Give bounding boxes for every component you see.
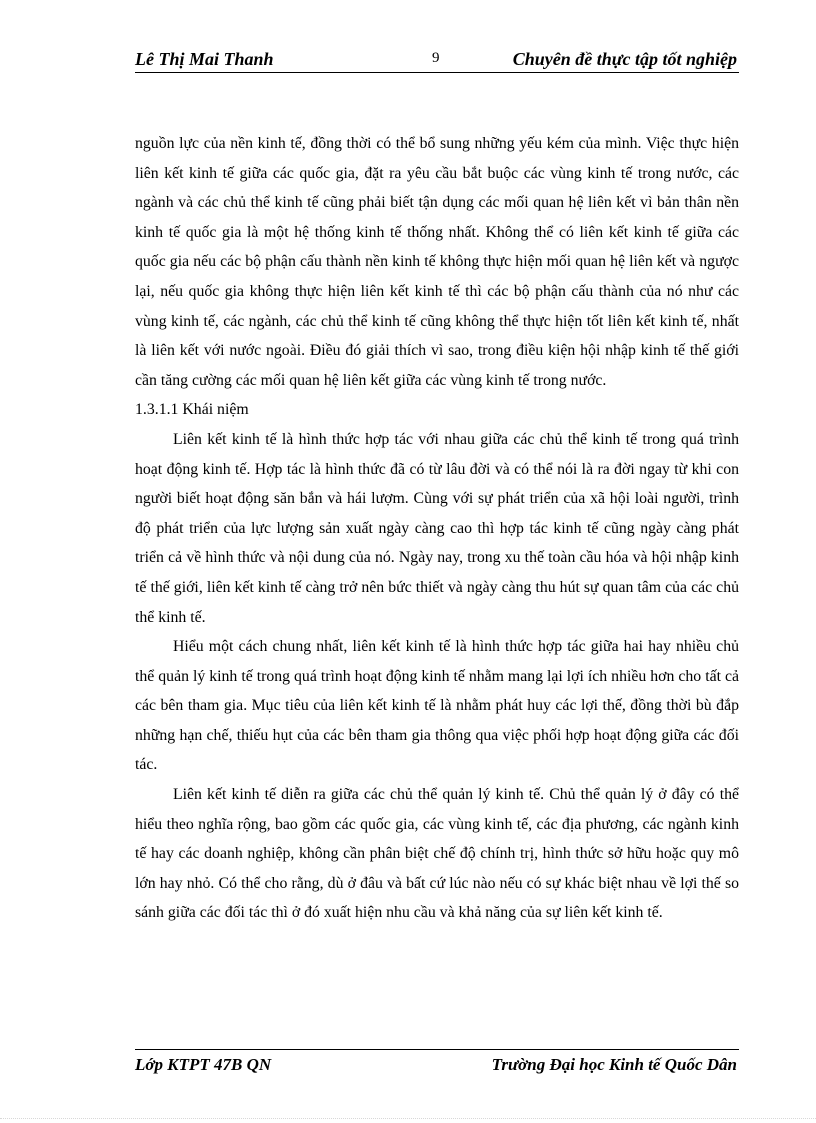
header-subject: Chuyên đề thực tập tốt nghiệp [512, 49, 737, 69]
footer-class: Lớp KTPT 47B QN [135, 1055, 272, 1074]
footer-school: Trường Đại học Kinh tế Quốc Dân [491, 1055, 737, 1074]
paragraph-subjects: Liên kết kinh tế diễn ra giữa các chủ thể quản lý kinh tế. Chủ thể quản lý ở đây có thể hiểu theo nghĩa rộng, bao gồm các quốc gia, các vùng kinh tế, các địa phương, các ngành kinh tế hay các doanh nghiệp, không cần phân biệt chế độ chính trị, hình thức sở hữu hoặc quy mô lớn hay nhỏ. Có thể cho rằng, dù ở đâu và bất cứ lúc nào nếu có sự khác biệt nhau về lợi thế so sánh giữa các đối tác thì ở đó xuất hiện nhu cầu và khả năng của sự liên kết kinh tế. [135, 786, 739, 922]
paragraph-definition: Liên kết kinh tế là hình thức hợp tác với nhau giữa các chủ thể kinh tế trong quá trình hoạt động kinh tế. Hợp tác là hình thức đã có từ lâu đời và có thể nói là ra đời ngay từ khi con người biết hoạt động săn bắn và hái lượm. Cùng với sự phát triển của xã hội loài người, trình độ phát triển của lực lượng sản xuất ngày càng cao thì hợp tác kinh tế cũng ngày càng phát triển cả về hình thức và nội dung của nó. Ngày nay, trong xu thế toàn cầu hóa và hội nhập kinh tế thế giới, liên kết kinh tế càng trở nên bức thiết và ngày càng thu hút sự quan tâm của các chủ thể kinh tế. [135, 430, 739, 626]
page-edge-divider [0, 1118, 816, 1119]
section-heading: 1.3.1.1 Khái niệm [135, 401, 249, 419]
paragraph-continuation: nguồn lực của nền kinh tế, đồng thời có thể bổ sung những yếu kém của mình. Việc thực hiện liên kết kinh tế giữa các quốc gia, đặt ra yêu cầu bắt buộc các vùng kinh tế trong nước, các ngành và các chủ thể kinh tế cũng phải biết tận dụng các mối quan hệ liên kết vì bản thân nền kinh tế quốc gia là một hệ thống kinh tế thống nhất. Không thể có liên kết kinh tế giữa các quốc gia nếu các bộ phận cấu thành nền kinh tế không thực hiện mối quan hệ liên kết và ngược lại, nếu quốc gia không thực hiện liên kết kinh tế thì các bộ phận cấu thành của nó như các vùng kinh tế, các ngành, các chủ thể kinh tế cũng không thể thực hiện tốt liên kết kinh tế, nhất là liên kết với nước ngoài. Điều đó giải thích vì sao, trong điều kiện hội nhập kinh tế thế giới cần tăng cường các mối quan hệ liên kết giữa các vùng kinh tế trong nước. [135, 135, 739, 389]
page-header [135, 48, 739, 73]
page-body [135, 129, 739, 928]
page-footer [135, 1049, 739, 1076]
header-author: Lê Thị Mai Thanh [135, 49, 274, 69]
paragraph-general-understanding: Hiểu một cách chung nhất, liên kết kinh tế là hình thức hợp tác giữa hai hay nhiều chủ thể quản lý kinh tế trong quá trình hoạt động kinh tế nhằm mang lại lợi ích nhiều hơn cho tất cả các bên tham gia. Mục tiêu của liên kết kinh tế là nhằm phát huy các lợi thế, đồng thời bù đắp những hạn chế, thiếu hụt của các bên tham gia thông qua việc phối hợp hoạt động giữa các đối tác. [135, 638, 739, 774]
page-number: 9 [432, 50, 440, 66]
